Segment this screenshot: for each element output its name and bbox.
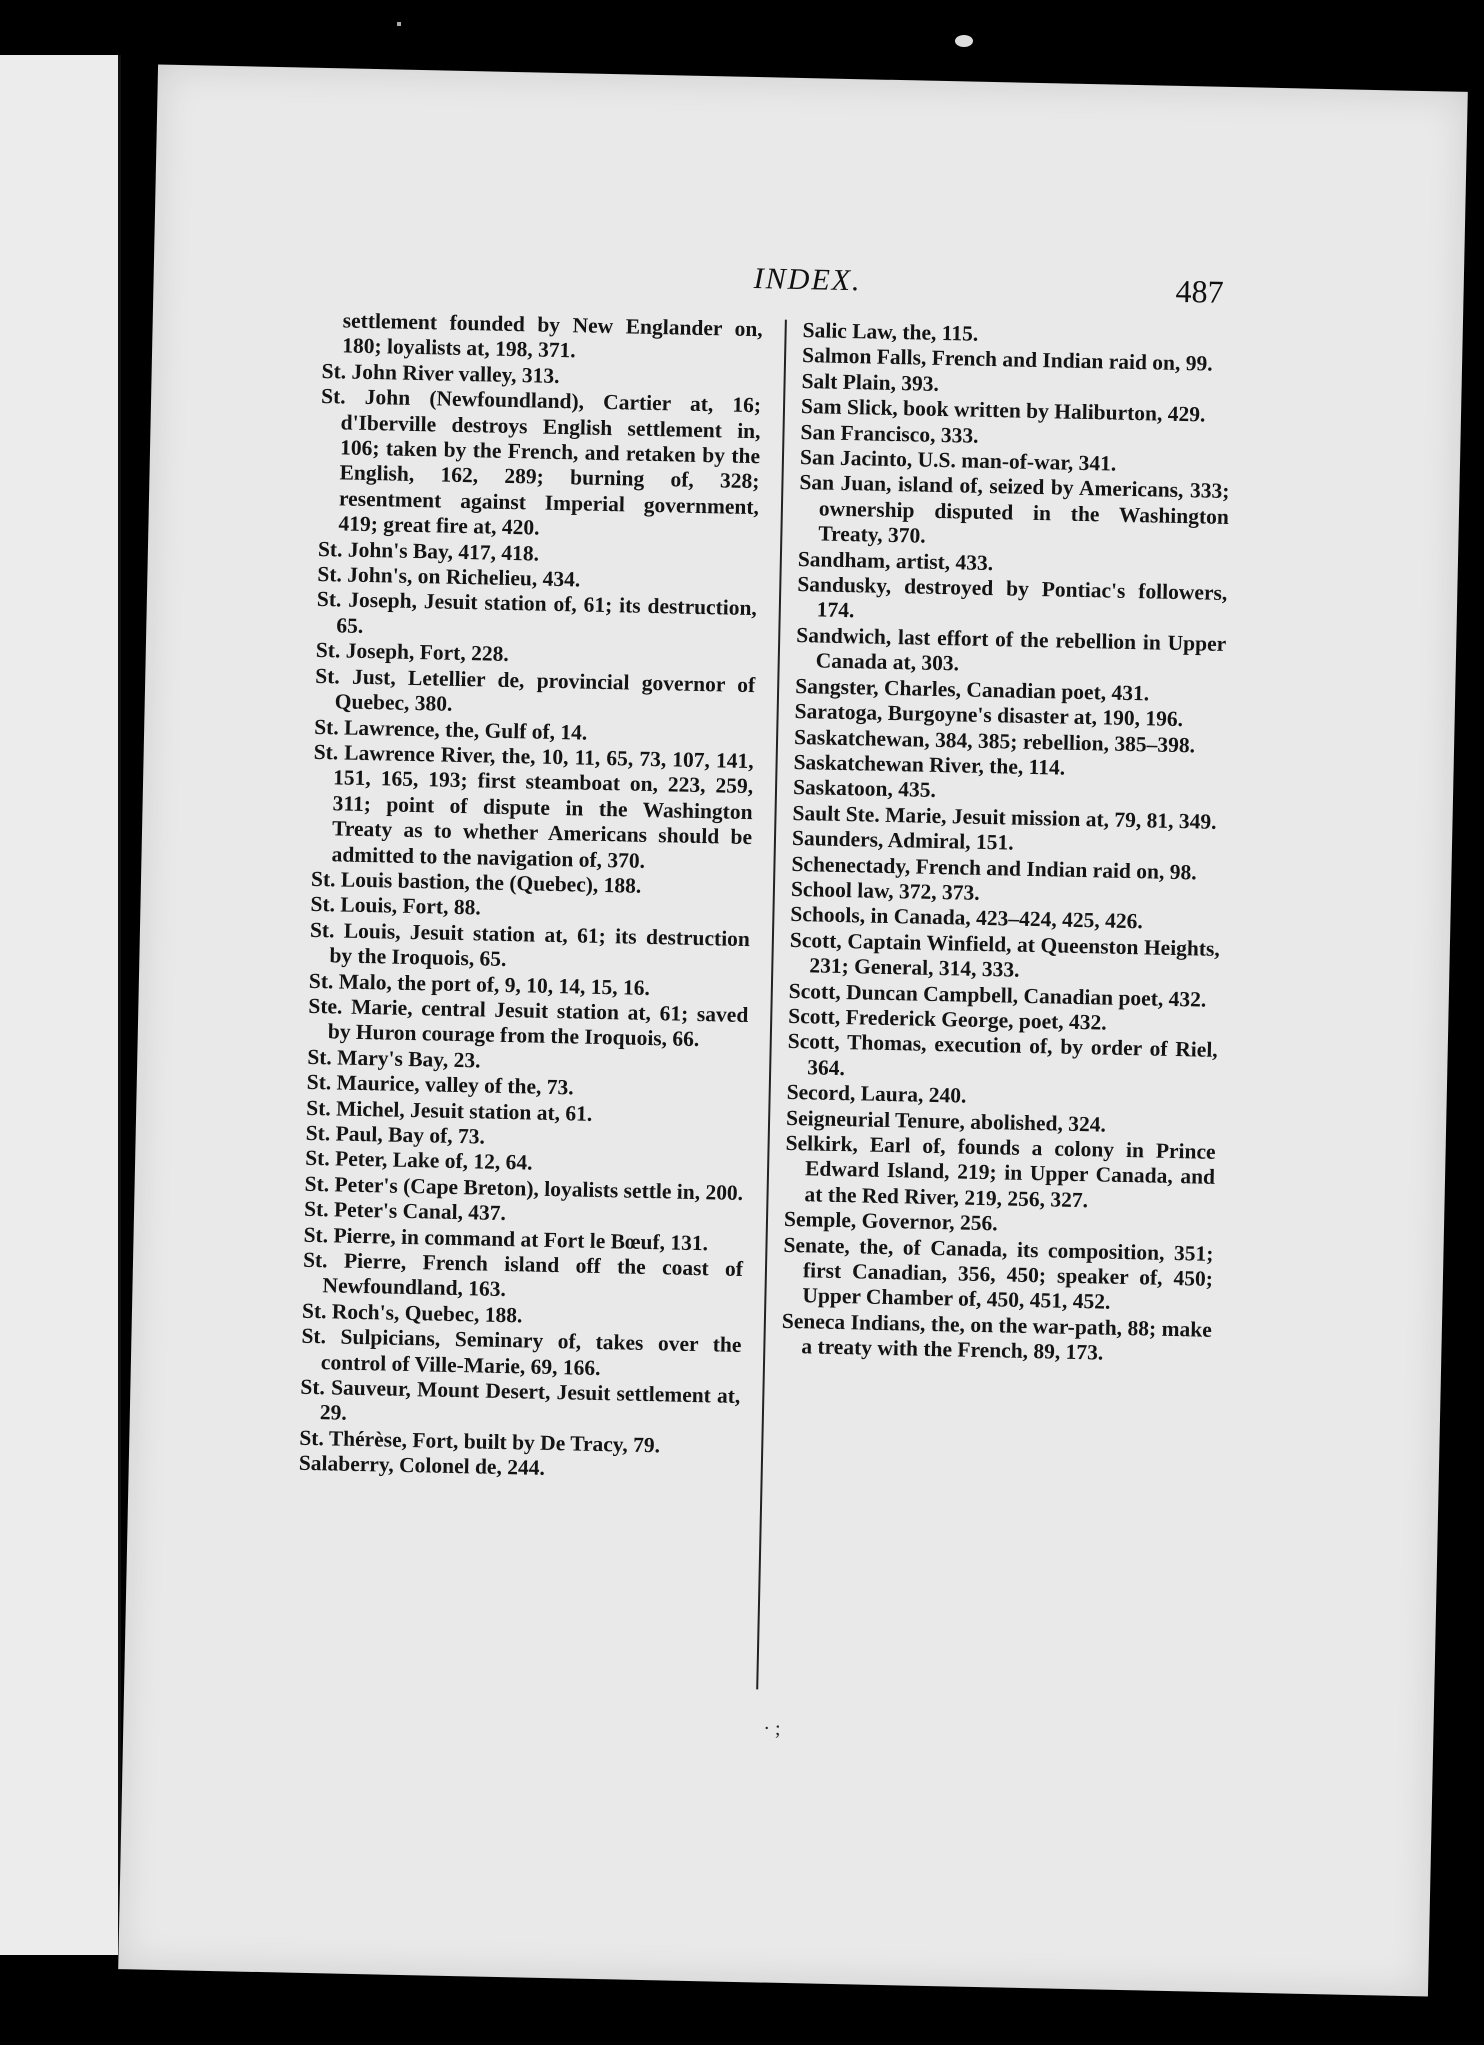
index-entry: St. Roch's, Quebec, 188. — [301, 1298, 523, 1328]
index-entry: Saskatchewan, 384, 385; rebellion, 385–398. — [793, 724, 1196, 757]
index-column-right — [781, 318, 1233, 1368]
book-page — [118, 64, 1468, 1996]
index-entry: Senate, the, of Canada, its composition, 351; first Canadian, 356, 450; speaker of, 450; Upper Chamber of, 450, 451, 452. — [783, 1232, 1214, 1315]
index-entry: Saunders, Admiral, 151. — [791, 826, 1014, 855]
index-entry: Sandusky, destroyed by Pontiac's followers, 174. — [797, 572, 1228, 623]
index-entry: Salmon Falls, French and Indian raid on, 99. — [801, 343, 1213, 377]
index-entry: Scott, Frederick George, poet, 432. — [788, 1003, 1107, 1035]
index-entry: Secord, Laura, 240. — [786, 1080, 967, 1108]
index-column-left — [299, 308, 763, 1486]
index-entry: St. Sauveur, Mount Desert, Jesuit settlement at, 29. — [300, 1374, 741, 1426]
index-entry: Sault Ste. Marie, Jesuit mission at, 79, 81, 349. — [792, 800, 1217, 834]
index-entry: St. Pierre, French island off the coast of Newfoundland, 163. — [302, 1247, 744, 1302]
index-entry: Salic Law, the, 115. — [802, 318, 979, 346]
index-entry: San Jacinto, U.S. man-of-war, 341. — [799, 445, 1117, 476]
index-entry: St. Michel, Jesuit station at, 61. — [306, 1095, 593, 1126]
index-entry: Ste. Marie, central Jesuit station at, 61; saved by Huron courage from the Iroquois, 66. — [308, 993, 749, 1052]
index-entry: St. John River valley, 313. — [321, 358, 560, 388]
scan-speck-small — [397, 22, 401, 26]
index-entry: Seigneurial Tenure, abolished, 324. — [785, 1105, 1107, 1137]
index-entry: Semple, Governor, 256. — [783, 1207, 998, 1236]
index-entry: San Juan, island of, seized by Americans, 333; ownership disputed in the Washington Treaty, 370. — [799, 470, 1230, 548]
index-entry: St. Just, Letellier de, provincial governor of Quebec, 380. — [315, 663, 756, 716]
index-entry: Seneca Indians, the, on the war-path, 88; make a treaty with the French, 89, 173. — [781, 1308, 1213, 1365]
index-entry: St. Peter, Lake of, 12, 64. — [304, 1146, 533, 1175]
column-divider — [756, 320, 787, 1690]
index-entry: St. Peter's Canal, 437. — [303, 1197, 507, 1226]
index-entry: Sandham, artist, 433. — [797, 546, 994, 575]
index-entry: St. Thérèse, Fort, built by De Tracy, 79. — [299, 1425, 661, 1458]
index-entry: Schenectady, French and Indian raid on, 98. — [791, 851, 1197, 884]
index-entry: Salt Plain, 393. — [801, 368, 940, 396]
running-head: INDEX. — [753, 262, 862, 298]
facing-page-edge — [0, 55, 121, 1955]
index-entry: Scott, Duncan Campbell, Canadian poet, 432. — [788, 978, 1207, 1012]
index-entry: Salaberry, Colonel de, 244. — [298, 1451, 546, 1481]
index-entry: Scott, Thomas, execution of, by order of Riel, 364. — [787, 1029, 1218, 1080]
index-entry: St. Paul, Bay of, 73. — [305, 1120, 486, 1149]
index-entry: St. John's, on Richelieu, 434. — [317, 562, 581, 592]
index-entry: Scott, Captain Winfield, at Queenston Heights, 231; General, 314, 333. — [789, 927, 1221, 982]
index-entry: School law, 372, 373. — [790, 876, 980, 905]
index-entry: Selkirk, Earl of, founds a colony in Prince Edward Island, 219; in Upper Canada, and at the Red River, 219, 256, 327. — [785, 1130, 1216, 1213]
index-entry: Saratoga, Burgoyne's disaster at, 190, 196. — [794, 699, 1184, 732]
index-entry: St. Joseph, Fort, 228. — [315, 638, 509, 667]
index-entry: St. Joseph, Jesuit station of, 61; its destruction, 65. — [316, 587, 758, 638]
index-entry: St. John (Newfoundland), Cartier at, 16; d'Iberville destroys English settlement in, 106; taken by the French, and retaken by the English, 162, 289; burning of, 328; resentment against Imperial government, 419; great fire at, 420. — [320, 384, 762, 540]
footer-mark: · ; — [763, 1717, 781, 1740]
index-entry: St. Lawrence, the, Gulf of, 14. — [314, 714, 588, 745]
index-entry: St. Maurice, valley of the, 73. — [306, 1070, 574, 1100]
index-entry: St. Peter's (Cape Breton), loyalists settle in, 200. — [304, 1171, 744, 1205]
index-entry: St. Louis, Jesuit station at, 61; its destruction by the Iroquois, 65. — [309, 917, 751, 972]
scan-speck — [955, 35, 973, 47]
index-entry: San Francisco, 333. — [800, 419, 979, 448]
index-entry: St. Pierre, in command at Fort le Bœuf, 131. — [303, 1222, 709, 1255]
index-entry: settlement founded by New Englander on, 180; loyalists at, 198, 371. — [341, 308, 763, 363]
index-entry: St. Louis bastion, the (Quebec), 188. — [310, 866, 642, 898]
index-entry: Sam Slick, book written by Haliburton, 429. — [800, 394, 1206, 427]
index-entry: St. Louis, Fort, 88. — [310, 892, 481, 920]
page-number: 487 — [1175, 272, 1224, 310]
index-entry: Schools, in Canada, 423–424, 425, 426. — [790, 902, 1144, 934]
index-entry: Sandwich, last effort of the rebellion in Upper Canada at, 303. — [796, 622, 1227, 676]
index-entry: St. Lawrence River, the, 10, 11, 65, 73, 107, 141, 151, 165, 193; first steamboat on, 223, 259, 311; point of dispute in the Washington Treaty as to whether Americans should be admitted to the navigation of, 370. — [313, 739, 754, 873]
index-entry: Sangster, Charles, Canadian poet, 431. — [794, 673, 1150, 706]
index-entry: St. Mary's Bay, 23. — [307, 1044, 481, 1073]
index-entry: Saskatchewan River, the, 114. — [793, 749, 1066, 780]
index-entry: St. Malo, the port of, 9, 10, 14, 15, 16. — [308, 968, 651, 1000]
index-entry: St. Sulpicians, Seminary of, takes over the control of Ville-Marie, 69, 166. — [301, 1324, 742, 1380]
index-entry: Saskatoon, 435. — [792, 775, 937, 803]
index-entry: St. John's Bay, 417, 418. — [317, 536, 540, 566]
